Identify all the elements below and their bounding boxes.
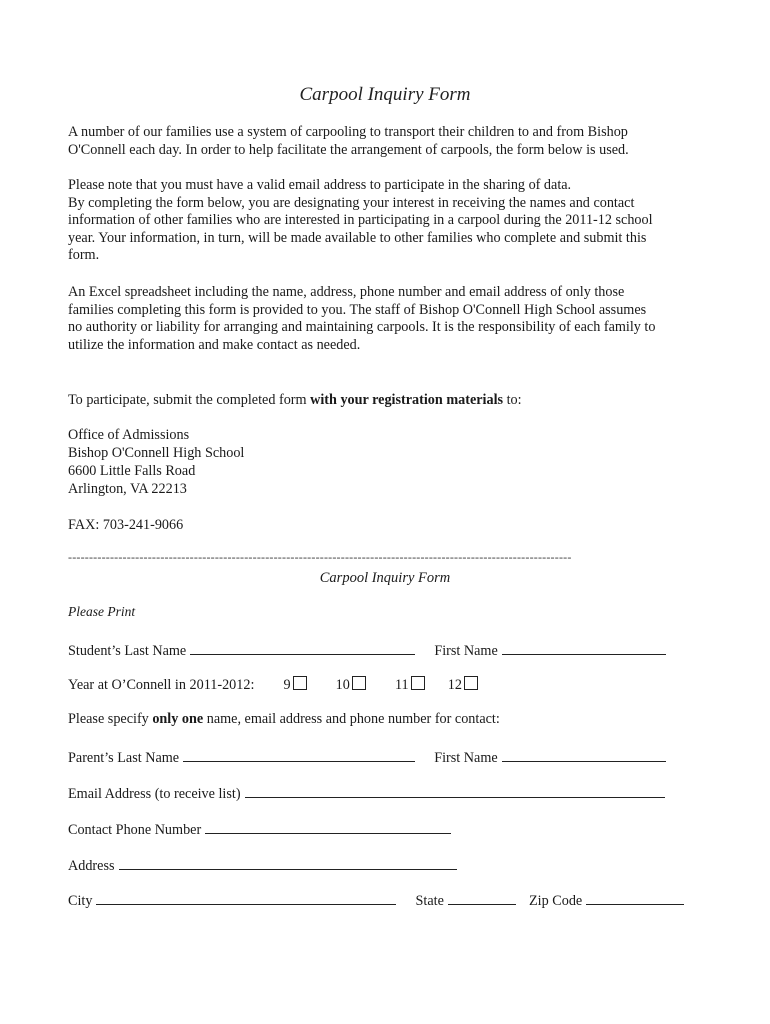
intro-paragraph-1 xyxy=(68,124,708,159)
city-state-zip-row xyxy=(68,890,684,910)
grade-10-option[interactable] xyxy=(336,676,366,694)
specify-prefix: Please specify xyxy=(68,711,153,727)
intro-paragraph-2 xyxy=(68,177,708,265)
grade-11-option[interactable] xyxy=(395,676,425,694)
grade-12-option[interactable] xyxy=(448,676,478,694)
grade-9-option[interactable] xyxy=(283,676,306,694)
text-line: By completing the form below, you are designating your interest in receiving the names and contact xyxy=(68,194,635,211)
form-subtitle: Carpool Inquiry Form xyxy=(319,570,451,586)
parent-name-row xyxy=(68,747,666,767)
address-line: Bishop O'Connell High School xyxy=(68,445,245,461)
student-last-name-field[interactable] xyxy=(190,640,415,655)
year-row xyxy=(68,676,478,694)
zip-field[interactable] xyxy=(586,890,684,905)
year-label: Year at O’Connell in 2011-2012: xyxy=(68,677,255,693)
text-line: An Excel spreadsheet including the name, address, phone number and email address of only those xyxy=(68,284,625,300)
text-line: O'Connell each day. In order to help facilitate the arrangement of carpools, the form below is used. xyxy=(68,141,629,158)
specify-suffix: name, email address and phone number for contact: xyxy=(203,711,500,727)
text-line: utilize the information and make contact as needed. xyxy=(68,336,361,353)
page-title: Carpool Inquiry Form xyxy=(299,84,471,105)
text-line: year. Your information, in turn, will be made available to other families who complete and submit this xyxy=(68,229,647,246)
intro-paragraph-3 xyxy=(68,284,708,354)
submit-prefix: To participate, submit the completed form xyxy=(68,392,311,408)
address-line: Office of Admissions xyxy=(68,427,190,443)
parent-last-name-field[interactable] xyxy=(183,747,415,762)
email-row xyxy=(68,783,665,803)
student-name-row xyxy=(68,640,666,660)
address-row xyxy=(68,855,457,875)
submit-bold: with your registration materials xyxy=(310,392,504,408)
phone-row xyxy=(68,819,451,839)
grade-9-checkbox[interactable] xyxy=(293,676,307,690)
state-label: State xyxy=(415,893,444,909)
city-field[interactable] xyxy=(96,890,396,905)
city-label: City xyxy=(68,893,93,909)
state-field[interactable] xyxy=(448,890,516,905)
student-last-name-label: Student’s Last Name xyxy=(68,643,187,659)
student-first-name-label: First Name xyxy=(434,643,498,659)
parent-first-name-field[interactable] xyxy=(502,747,666,762)
zip-label: Zip Code xyxy=(529,893,583,909)
text-line: A number of our families use a system of carpooling to transport their children to and from Bishop xyxy=(68,124,628,140)
address-field[interactable] xyxy=(119,855,457,870)
mailing-address xyxy=(68,426,244,498)
text-line: Please note that you must have a valid email address to participate in the sharing of data. xyxy=(68,177,572,193)
submit-suffix: to: xyxy=(503,392,522,408)
student-first-name-field[interactable] xyxy=(502,640,666,655)
grade-11-checkbox[interactable] xyxy=(411,676,425,690)
text-line: no authority or liability for arranging and maintaining carpools. It is the responsibility of each family to xyxy=(68,319,656,336)
address-line: 6600 Little Falls Road xyxy=(68,463,196,479)
address-label: Address xyxy=(68,858,115,874)
grade-label: 11 xyxy=(394,677,409,693)
text-line: form. xyxy=(68,247,100,264)
text-line: information of other families who are interested in participating in a carpool during the 2011-12 school xyxy=(68,212,653,229)
fax-number: FAX: 703-241-9066 xyxy=(68,517,184,533)
email-label: Email Address (to receive list) xyxy=(68,786,241,802)
grade-label: 9 xyxy=(283,677,291,693)
phone-field[interactable] xyxy=(205,819,451,834)
specify-bold: only one xyxy=(152,711,204,727)
specify-instructions xyxy=(68,711,500,728)
cut-line-divider: ------------------------------------------------------------------------------------------------------------------------ xyxy=(68,550,572,564)
parent-last-name-label: Parent’s Last Name xyxy=(68,750,180,766)
submit-instructions xyxy=(68,392,708,410)
address-line: Arlington, VA 22213 xyxy=(68,481,187,497)
phone-label: Contact Phone Number xyxy=(68,822,202,838)
text-line: families completing this form is provided to you. The staff of Bishop O'Connell High School assumes xyxy=(68,301,647,318)
email-field[interactable] xyxy=(245,783,665,798)
please-print-note: Please Print xyxy=(68,604,136,619)
grade-12-checkbox[interactable] xyxy=(464,676,478,690)
grade-label: 10 xyxy=(335,677,350,693)
grade-10-checkbox[interactable] xyxy=(352,676,366,690)
grade-label: 12 xyxy=(447,677,462,693)
parent-first-name-label: First Name xyxy=(434,750,498,766)
